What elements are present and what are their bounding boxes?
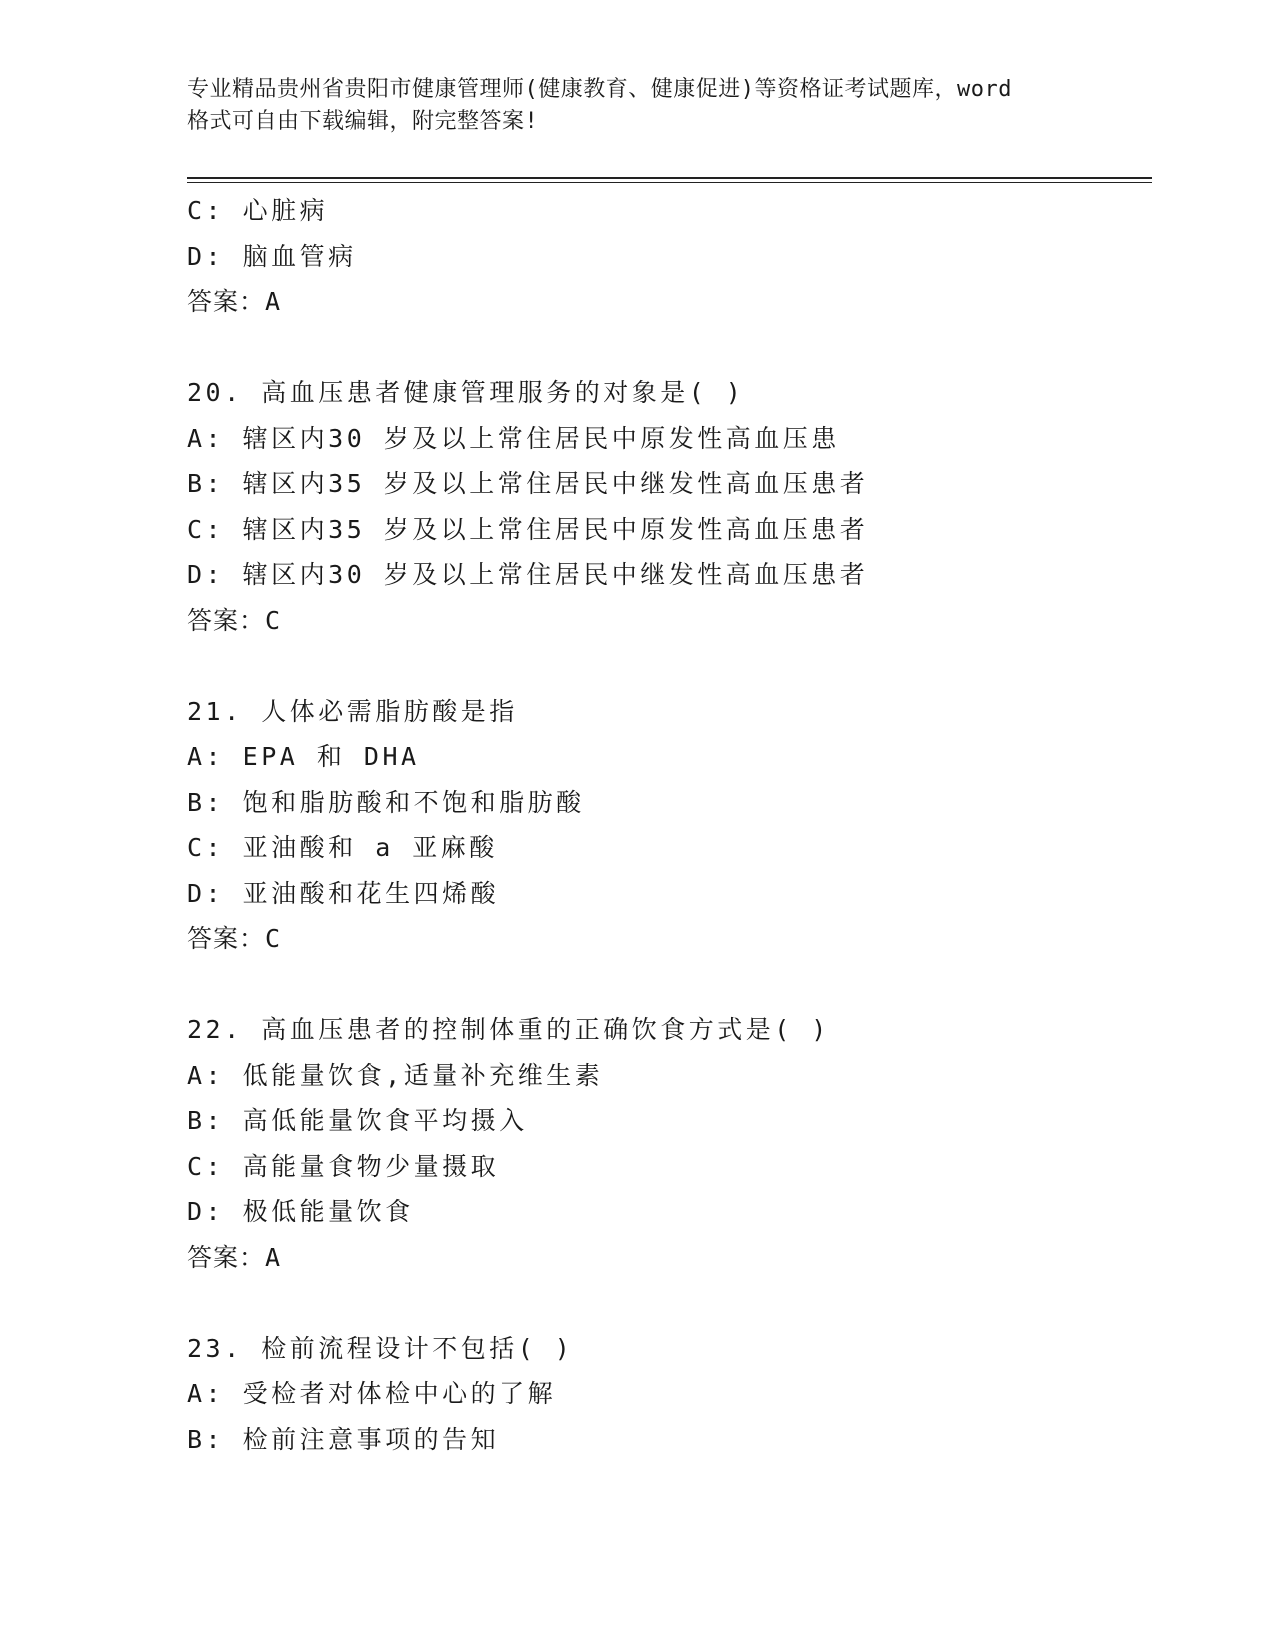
option-a: A: 低能量饮食,适量补充维生素 [187,1060,604,1090]
option-d: D: 极低能量饮食 [187,1197,414,1226]
header-divider-thin [187,182,1152,183]
question-stem: 23. 检前流程设计不包括( ) [187,1333,574,1363]
option-b: B: 高低能量饮食平均摄入 [187,1106,528,1135]
option-a: A: 受检者对体检中心的了解 [187,1379,557,1408]
answer-line: 答案：A [187,1242,282,1272]
option-b: B: 辖区内35 岁及以上常住居民中继发性高血压患者 [187,469,869,498]
option-b: B: 饱和脂肪酸和不饱和脂肪酸 [187,787,585,817]
option-c: C: 高能量食物少量摄取 [187,1151,500,1181]
answer-line: 答案：A [187,287,282,316]
option-d: D: 亚油酸和花生四烯酸 [187,878,500,908]
answer-line: 答案：C [187,605,282,635]
question-20 [187,370,1127,643]
question-21 [187,689,1127,962]
option-a: A: EPA 和 DHA [187,742,420,771]
question-23 [187,1326,1127,1463]
question-stem: 22. 高血压患者的控制体重的正确饮食方式是( ) [187,1015,830,1044]
question-stem: 20. 高血压患者健康管理服务的对象是( ) [187,378,745,407]
option-d: D: 辖区内30 岁及以上常住居民中继发性高血压患者 [187,560,869,589]
header-divider [187,177,1152,179]
option-a: A: 辖区内30 岁及以上常住居民中原发性高血压患 [187,423,840,453]
question-22 [187,1007,1127,1280]
document-header [187,74,1087,138]
answer-line: 答案：C [187,924,282,953]
question-list [187,188,1127,1462]
question-19-tail [187,188,1127,325]
option-c: C: 亚油酸和 a 亚麻酸 [187,833,498,862]
header-line-1: 专业精品贵州省贵阳市健康管理师(健康教育、健康促进)等资格证考试题库，word [187,77,1012,102]
option-b: B: 检前注意事项的告知 [187,1424,500,1454]
option-c: C: 辖区内35 岁及以上常住居民中原发性高血压患者 [187,514,869,544]
header-line-2: 格式可自由下载编辑，附完整答案! [187,109,539,134]
option-d: D: 脑血管病 [187,241,357,271]
question-stem: 21. 人体必需脂肪酸是指 [187,696,518,726]
option-c: C: 心脏病 [187,196,329,225]
